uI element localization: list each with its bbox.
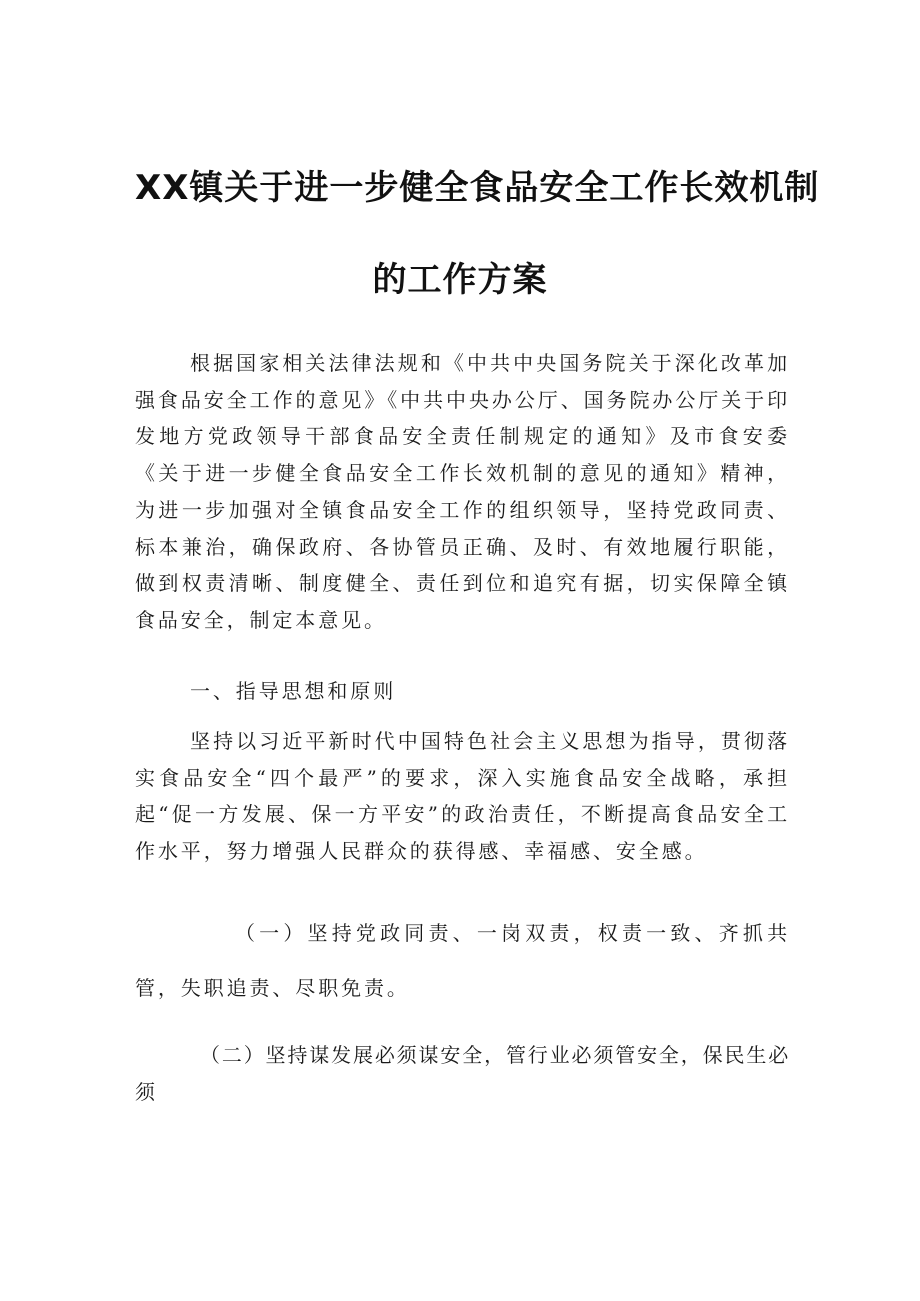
paragraph-guiding-thought: 坚持以习近平新时代中国特色社会主义思想为指导，贯彻落实食品安全“四个最严”的要求，深入实施食品安全战略，承担起“促一方发展、保一方平安”的政治责任，不断提高食品安全工作水平，努力增强人民群众的获得感、幸福感、安全感。 (135, 729, 790, 864)
paragraph-preamble: 根据国家相关法律法规和《中共中央国务院关于深化改革加强食品安全工作的意见》《中共中央办公厅、国务院办公厅关于印发地方党政领导干部食品安全责任制规定的通知》及市食安委《关于进一步健全食品安全工作长效机制的意见的通知》精神，为进一步加强对全镇食品安全工作的组织领导，坚持党政同责、标本兼治，确保政府、各协管员正确、及时、有效地履行职能，做到权责清晰、制度健全、责任到位和追究有据，切实保障全镇食品安全，制定本意见。 (135, 351, 790, 632)
section-heading-guiding-principles: 一、指导思想和原则 (190, 679, 397, 703)
principle-item-2: （二）坚持谋发展必须谋安全，管行业必须管安全，保民生必须 (135, 1043, 790, 1104)
principle-item-1: （一）坚持党政同责、一岗双责，权责一致、齐抓共管，失职追责、尽职免责。 (135, 921, 790, 1000)
document-title-line-2: 的工作方案 (372, 260, 548, 300)
document-title-line-1: XX镇关于进一步健全食品安全工作长效机制 (135, 168, 820, 208)
